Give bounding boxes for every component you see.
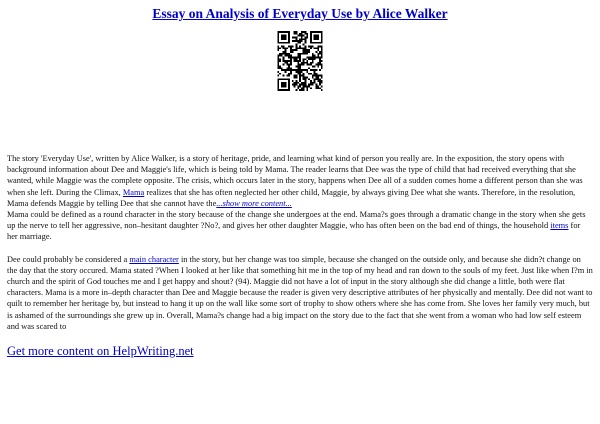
essay-paragraph-2: [7, 254, 593, 332]
get-more-content-link[interactable]: Get more content on HelpWriting.net: [7, 344, 194, 359]
paragraph-text: in the story, but her change was too simple, because she changed on the outside only, and because she didn?t change on the day that the story occured. Mama stated ?When I looked at her like that something hit me in the top of my head and ran down to the souls of my feet. Just like when I?m in church and the spirit of God touches me and I get happy and shout? (94). Maggie did not have a lot of input in the story although she did change a little, both were flat characters. Mama is a more in–depth character than Dee and Maggie because the reader is given very descriptive attributes of her physically and mentally. Dee did not want to quilt to remember her heritage by, but instead to hang it up on the wall like some sort of trophy to show others where she has come from. She loves her family very much, but is ashamed of the surroundings she grew up in. Overall, Mama?s change had a big impact on the story due to the fact that she went from a woman who had low self esteem and was scared to: [7, 254, 593, 331]
essay-body: [7, 153, 593, 332]
paragraph-text: Dee could probably be considered a: [7, 254, 130, 264]
paragraph-text: realizes that she has often neglected her other child, Maggie, by always giving Dee what she wants. Therefore, in the resolution, Mama defends Maggie by telling Dee that she cannot have the: [7, 187, 576, 208]
paragraph-text: Mama could be defined as a round character in the story because of the change she undergoes at the end. Mama?s goes through a dramatic change in the story when she gets up the nerve to tell her aggressive, non–hesitant daughter ?No?, and gives her other daughter Maggie, who has often been on the bad end of things, the household: [7, 210, 586, 231]
qr-code-graphic: [277, 31, 323, 91]
paragraph-text: The story 'Everyday Use', written by Alice Walker, is a story of heritage, pride, and learning what kind of person you really are. In the exposition, the story opens with background information about Dee and Maggie's life, which is being told by Mama. The reader learns that Dee was the type of child that had received everything that she wanted, while Maggie was the complete opposite. The crisis, which occurs later in the story, happens when Dee all of a sudden comes home a different person than she was when she left. During the Climax,: [7, 154, 583, 197]
essay-title-link[interactable]: Essay on Analysis of Everyday Use by Alice Walker: [152, 6, 448, 21]
paragraph-text: for her marriage.: [7, 221, 581, 242]
main-character-link[interactable]: main character: [129, 254, 179, 264]
show-more-content-link[interactable]: ...show more content...: [216, 198, 292, 208]
essay-paragraph-1: [7, 153, 593, 209]
mama-link[interactable]: Mama: [122, 187, 145, 197]
essay-paragraph-1b: [7, 209, 593, 243]
qr-code-icon: [277, 31, 323, 91]
items-link[interactable]: items: [550, 221, 569, 231]
